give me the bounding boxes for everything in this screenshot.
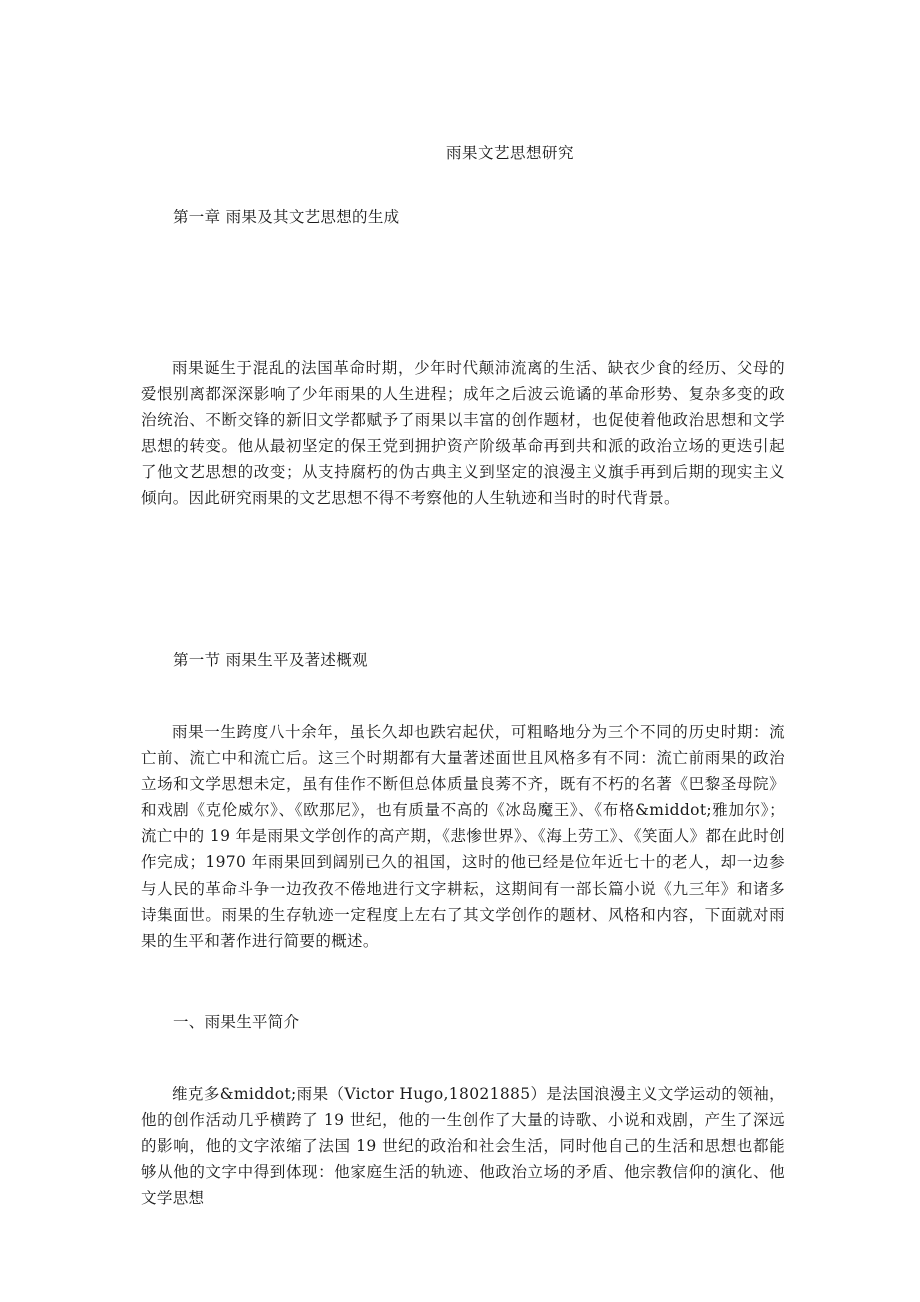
chapter-intro-paragraph: 雨果诞生于混乱的法国革命时期，少年时代颠沛流离的生活、缺衣少食的经历、父母的爱恨别离都深深影响了少年雨果的人生进程；成年之后波云诡谲的革命形势、复杂多变的政治统治、不断交锋的新旧文学都赋予了雨果以丰富的创作题材，也促使着他政治思想和文学思想的转变。他从最初坚定的保王党到拥护资产阶级革命再到共和派的政治立场的更迭引起了他文艺思想的改变；从支持腐朽的伪古典主义到坚定的浪漫主义旗手再到后期的现实主义倾向。因此研究雨果的文艺思想不得不考察他的人生轨迹和当时的时代背景。 — [141, 359, 785, 508]
section-intro-paragraph: 雨果一生跨度八十余年，虽长久却也跌宕起伏，可粗略地分为三个不同的历史时期：流亡前、流亡中和流亡后。这三个时期都有大量著述面世且风格多有不同：流亡前雨果的政治立场和文学思想未定，虽有佳作不断但总体质量良莠不齐，既有不朽的名著《巴黎圣母院》和戏剧《克伦威尔》、《欧那尼》，也有质量不高的《冰岛魔王》、《布格&middot;雅加尔》；流亡中的 19 年是雨果文学创作的高产期，《悲惨世界》、《海上劳工》、《笑面人》都在此时创作完成；1970 年雨果回到阔别已久的祖国，这时的他已经是位年近七十的老人，却一边参与人民的革命斗争一边孜孜不倦地进行文字耕耘，这期间有一部长篇小说《九三年》和诸多诗集面世。雨果的生存轨迹一定程度上左右了其文学创作的题材、风格和内容，下面就对雨果的生平和著作进行简要的概述。 — [141, 723, 785, 950]
document-title: 雨果文艺思想研究 — [445, 144, 574, 162]
subsection-paragraph: 维克多&middot;雨果（Victor Hugo,18021885）是法国浪漫主义文学运动的领袖，他的创作活动几乎横跨了 19 世纪，他的一生创作了大量的诗歌、小说和戏剧，产生了深远的影响，他的文字浓缩了法国 19 世纪的政治和社会生活，同时他自己的生活和思想也都能够从他的文字中得到体现：他家庭生活的轨迹、他政治立场的矛盾、他宗教信仰的演化、他文学思想 — [141, 1085, 785, 1208]
section-heading: 第一节 雨果生平及著述概观 — [173, 651, 368, 669]
chapter-heading: 第一章 雨果及其文艺思想的生成 — [173, 208, 400, 226]
subsection-heading: 一、雨果生平简介 — [173, 1013, 300, 1031]
